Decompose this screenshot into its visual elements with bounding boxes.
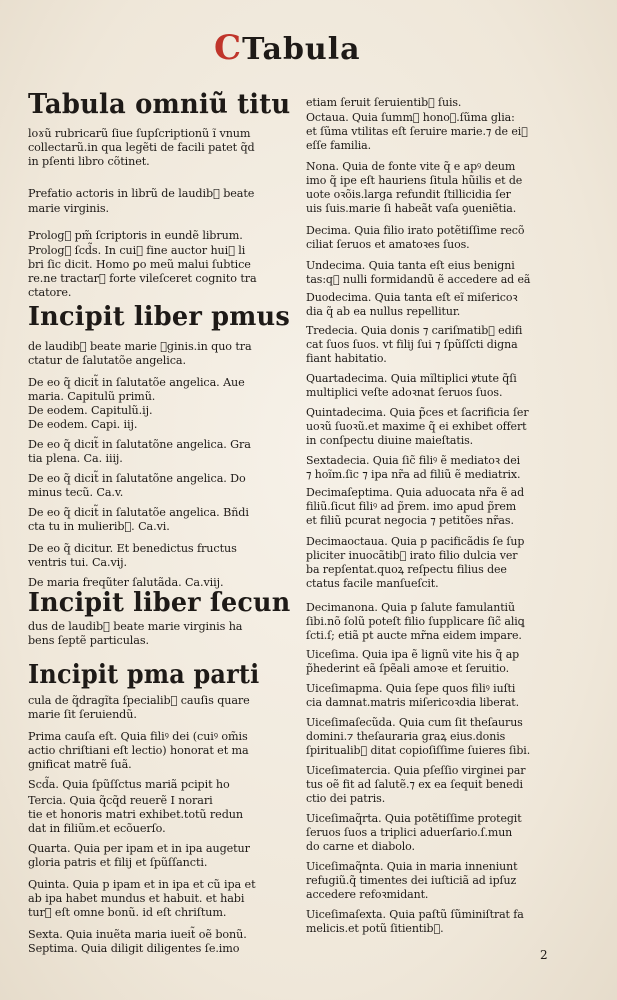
table-entry-line: Scd̃a. Quia ſpũſſctus mariã pcipit ho <box>28 778 230 791</box>
table-entry-line: Uiceſimaq̃rta. Quia potẽtiſſime protegit <box>306 812 522 825</box>
table-entry-line: Decimaſeptima. Quia aduocata nr̃a ẽ ad <box>306 486 525 499</box>
table-entry-line: Uiceſimaſexta. Quia paſtũ ſũminiſtrat fa <box>306 908 524 921</box>
table-entry-line: re.ne tractar᷒ forte vileſceret cognito tra <box>28 272 257 285</box>
folio-number: 2 <box>540 948 548 962</box>
table-entry-line: gnificat matrẽ ſuã. <box>28 758 132 771</box>
table-entry-line: Quarta. Quia per ipam et in ipa augetur <box>28 842 250 855</box>
table-entry-line: cula de q̃dragĩta ſpecialib᷒ cauſis quare <box>28 694 250 707</box>
table-entry-line: ba repſentat.quoꝝ reſpectu filius dee <box>306 563 507 576</box>
table-entry-line: accedere refoꝛmidant. <box>306 888 429 901</box>
incipit-heading: Incipit liber ſecun <box>28 588 291 618</box>
table-entry-line: Octaua. Quia ſumm᷒ honoꝛ.ſũma glia: <box>306 111 515 124</box>
table-entry-line: loɤũ rubricarũ ſiue ſupſcriptionũ ĩ vnum <box>28 127 251 140</box>
table-entry-line: in pſenti libro cõtinet. <box>28 155 150 168</box>
table-entry-line: ⁊ hoĩm.ſic ⁊ ipa nr̃a ad filiũ ẽ mediatrix. <box>306 468 521 481</box>
table-entry-line: ctio dei patris. <box>306 792 386 805</box>
table-entry-line: Prolog᷒ pm̃ ſcriptoris in eundẽ librum. <box>28 229 243 242</box>
table-entry-line: refugiũ.q̃ timentes dei iuſticiã ad ipſuz <box>306 874 517 887</box>
table-entry-line: ſibi.nõ ſolũ poteſt filio ſupplicare ſic̃ aliꝗ <box>306 615 525 628</box>
incipit-heading: Incipit pma parti <box>28 660 260 690</box>
table-entry-line: Sextadecia. Quia ſic̃ filiꝰ ẽ mediatoꝛ dei <box>306 454 521 467</box>
table-entry-line: collectarũ.in qua legẽti de facili patet q̃d <box>28 141 255 154</box>
table-entry-line: et ſũma vtilitas eſt ſeruire marie.⁊ de ei᷒ <box>306 125 528 138</box>
table-entry-line: et filiũ pcurat negocia ⁊ petitões nr̃as. <box>306 514 514 527</box>
table-entry-line: actio chriſtiani eſt lectio) honorat et ma <box>28 744 249 757</box>
rubricated-initial: C <box>214 28 243 68</box>
table-entry-line: De eodem. Capitulũ.ij. <box>28 404 153 417</box>
table-entry-line: dia q̃ ab ea nullus repellitur. <box>306 305 461 318</box>
table-entry-line: in conſpectu diuine maieſtatis. <box>306 434 474 447</box>
table-entry-line: marie virginis. <box>28 202 109 215</box>
table-entry-line: melicis.et potũ ſitientib᷒. <box>306 922 444 935</box>
table-entry-line: ctatore. <box>28 286 72 299</box>
table-entry-line: tur᷒ eſt omne bonũ. id eſt chriſtum. <box>28 906 227 919</box>
table-entry-line: Tercia. Quia q̃cq̃d reuerẽ I norari <box>28 794 213 807</box>
running-head-title: Tabula <box>242 32 361 67</box>
table-entry-line: Uiceſimatercia. Quia pſeſſio virginei par <box>306 764 526 777</box>
table-entry-line: Nona. Quia de fonte vite q̃ e apꝰ deum <box>306 160 516 173</box>
table-entry-line: ctatur de ſalutatõe angelica. <box>28 354 186 367</box>
table-entry-line: ctatus facile manſueſcit. <box>306 577 439 590</box>
table-entry-line: bri ſic dicit. Homo ꝑo meũ malui ſubtice <box>28 258 251 271</box>
table-entry-line: Prefatio actoris in librũ de laudib᷒ beate <box>28 187 255 200</box>
table-entry-line: Quinta. Quia p ipam et in ipa et cũ ipa et <box>28 878 256 891</box>
table-entry-line: dat in filiũm.et ecõuerſo. <box>28 822 166 835</box>
table-entry-line: Prima cauſa eſt. Quia filiꝰ dei (cuiꝰ om̃is <box>28 730 248 743</box>
table-entry-line: filiũ.ſicut filiꝰ ad p̃rem. imo apud p̃rem <box>306 500 517 513</box>
table-entry-line: De eo q̃ dicit̃ in ſalutatõe angelica. Aue <box>28 376 245 389</box>
table-entry-line: uis ſuis.marie ſi habeãt vaſa ꝯueniẽtia. <box>306 202 517 215</box>
table-entry-line: Uiceſimaſecũda. Quia cum ſit theſaurus <box>306 716 523 729</box>
table-entry-line: De eo q̃ dicitur. Et benedictus fructus <box>28 542 237 555</box>
table-entry-line: uote oꝛõis.larga refundit ſtillicidia ſer <box>306 188 511 201</box>
table-entry-line: Decimanona. Quia p ſalute famulantiũ <box>306 601 515 614</box>
table-entry-line: domini.⁊ theſauraria graꝝ eius.donis <box>306 730 506 743</box>
table-entry-line: maria. Capitulũ primũ. <box>28 390 156 403</box>
table-entry-line: Prolog᷒ ſcd̃s. In cui᷒ fine auctor hui᷒ li <box>28 244 246 257</box>
table-entry-line: De eo q̃ dicit̃ in ſalutatõne angelica. Do <box>28 472 246 485</box>
table-entry-line: cat ſuos ſuos. vt filij ſui ⁊ ſpũſſcti digna <box>306 338 518 351</box>
table-entry-line: tus oẽ fit ad ſalutẽ.⁊ ex ea ſequit̃ benedi <box>306 778 523 791</box>
table-entry-line: Uiceſima. Quia ipa ẽ lignũ vite his q̃ ap <box>306 648 520 661</box>
table-entry-line: Duodecima. Quia tanta eſt eĩ miſericoꝛ <box>306 291 518 304</box>
table-entry-line: Sexta. Quia inuẽta maria iueit̃ oẽ bonũ. <box>28 928 247 941</box>
table-entry-line: ciliat ſeruos et amatoꝛes ſuos. <box>306 238 470 251</box>
table-entry-line: marie ſit ſeruiendũ. <box>28 708 137 721</box>
incipit-heading: Incipit liber pmus <box>28 302 290 332</box>
table-entry-line: pliciter inuocãtib᷒ irato filio dulcia ver <box>306 549 518 562</box>
running-head <box>214 28 361 68</box>
table-entry-line: tie et honoris matri exhibet.totũ redun <box>28 808 243 821</box>
table-entry-line: De maria freqũter ſalutãda. Ca.viij. <box>28 576 224 589</box>
table-entry-line: imo q̃ ipe eſt hauriens ſitula hũilis et de <box>306 174 523 187</box>
table-entry-line: Uiceſimapma. Quia ſepe quos filiꝰ iuſti <box>306 682 516 695</box>
table-entry-line: ſcti.ſ; etiã pt aucte mr̃na eidem impare. <box>306 629 522 642</box>
table-entry-line: uoꝛũ ſuoꝛũ.et maxime q̃ ei exhibet offert <box>306 420 527 433</box>
table-entry-line: Tredecia. Quia donis ⁊ cariſmatib᷒ edifi <box>306 324 523 337</box>
table-entry-line: minus tecũ. Ca.v. <box>28 486 124 499</box>
table-entry-line: eſſe familia. <box>306 139 372 152</box>
table-entry-line: tia plena. Ca. iiij. <box>28 452 123 465</box>
incipit-heading: Tabula omniũ titu <box>28 89 291 120</box>
table-entry-line: Septima. Quia diligit diligentes ſe.imo <box>28 942 240 955</box>
table-entry-line: gloria patris et filij et ſpũſſancti. <box>28 856 208 869</box>
table-entry-line: do carne et diabolo. <box>306 840 415 853</box>
table-entry-line: cta tu in mulierib᷒. Ca.vi. <box>28 520 170 533</box>
table-entry-line: multiplici veſte adoꝛnat ſeruos ſuos. <box>306 386 503 399</box>
table-entry-line: de laudib᷒ beate marie ꝟginis.in quo tra <box>28 340 252 353</box>
table-entry-line: bens ſeptẽ particulas. <box>28 634 149 647</box>
table-entry-line: ſpiritualib᷒ ditat copioſiſſime ſuieres ſibi. <box>306 744 531 757</box>
table-entry-line: Uiceſimaq̃nta. Quia in maria inneniunt <box>306 860 518 873</box>
table-entry-line: etiam ſeruit ſeruientib᷒ ſuis. <box>306 96 462 109</box>
table-entry-line: ab ipa habet mundus et habuit. et habi <box>28 892 245 905</box>
table-entry-line: De eo q̃ dicit̃ in ſalutatõne angelica. Gra <box>28 438 251 451</box>
table-entry-line: p̃hederint eã ſpẽali amoꝛe et ſeruitio. <box>306 662 510 675</box>
table-entry-line: Decima. Quia filio irato potẽtiſſime recõ <box>306 224 525 237</box>
table-entry-line: dus de laudib᷒ beate marie virginis ha <box>28 620 243 633</box>
table-entry-line: Quintadecima. Quia p̃ces et ſacrificia ſer <box>306 406 529 419</box>
table-entry-line: Undecima. Quia tanta eſt eius benigni <box>306 259 515 272</box>
table-entry-line: tas:q᷒ nulli formidandũ ẽ accedere ad eã <box>306 273 531 286</box>
table-entry-line: Decimaoctaua. Quia p pacificãdis ſe ſup <box>306 535 525 548</box>
table-entry-line: ſeruos ſuos a triplici aduerſario.ſ.mun <box>306 826 513 839</box>
table-entry-line: Quartadecima. Quia mĩltiplici ꝟtute q̃ſi <box>306 372 517 385</box>
table-entry-line: cia damnat.matris miſericoꝛdia liberat. <box>306 696 519 709</box>
table-entry-line: De eo q̃ dicit̃ in ſalutatõe angelica. Bñdi <box>28 506 249 519</box>
table-entry-line: ventris tui. Ca.vij. <box>28 556 127 569</box>
table-entry-line: fiant habitatio. <box>306 352 387 365</box>
table-entry-line: De eodem. Capi. iij. <box>28 418 138 431</box>
